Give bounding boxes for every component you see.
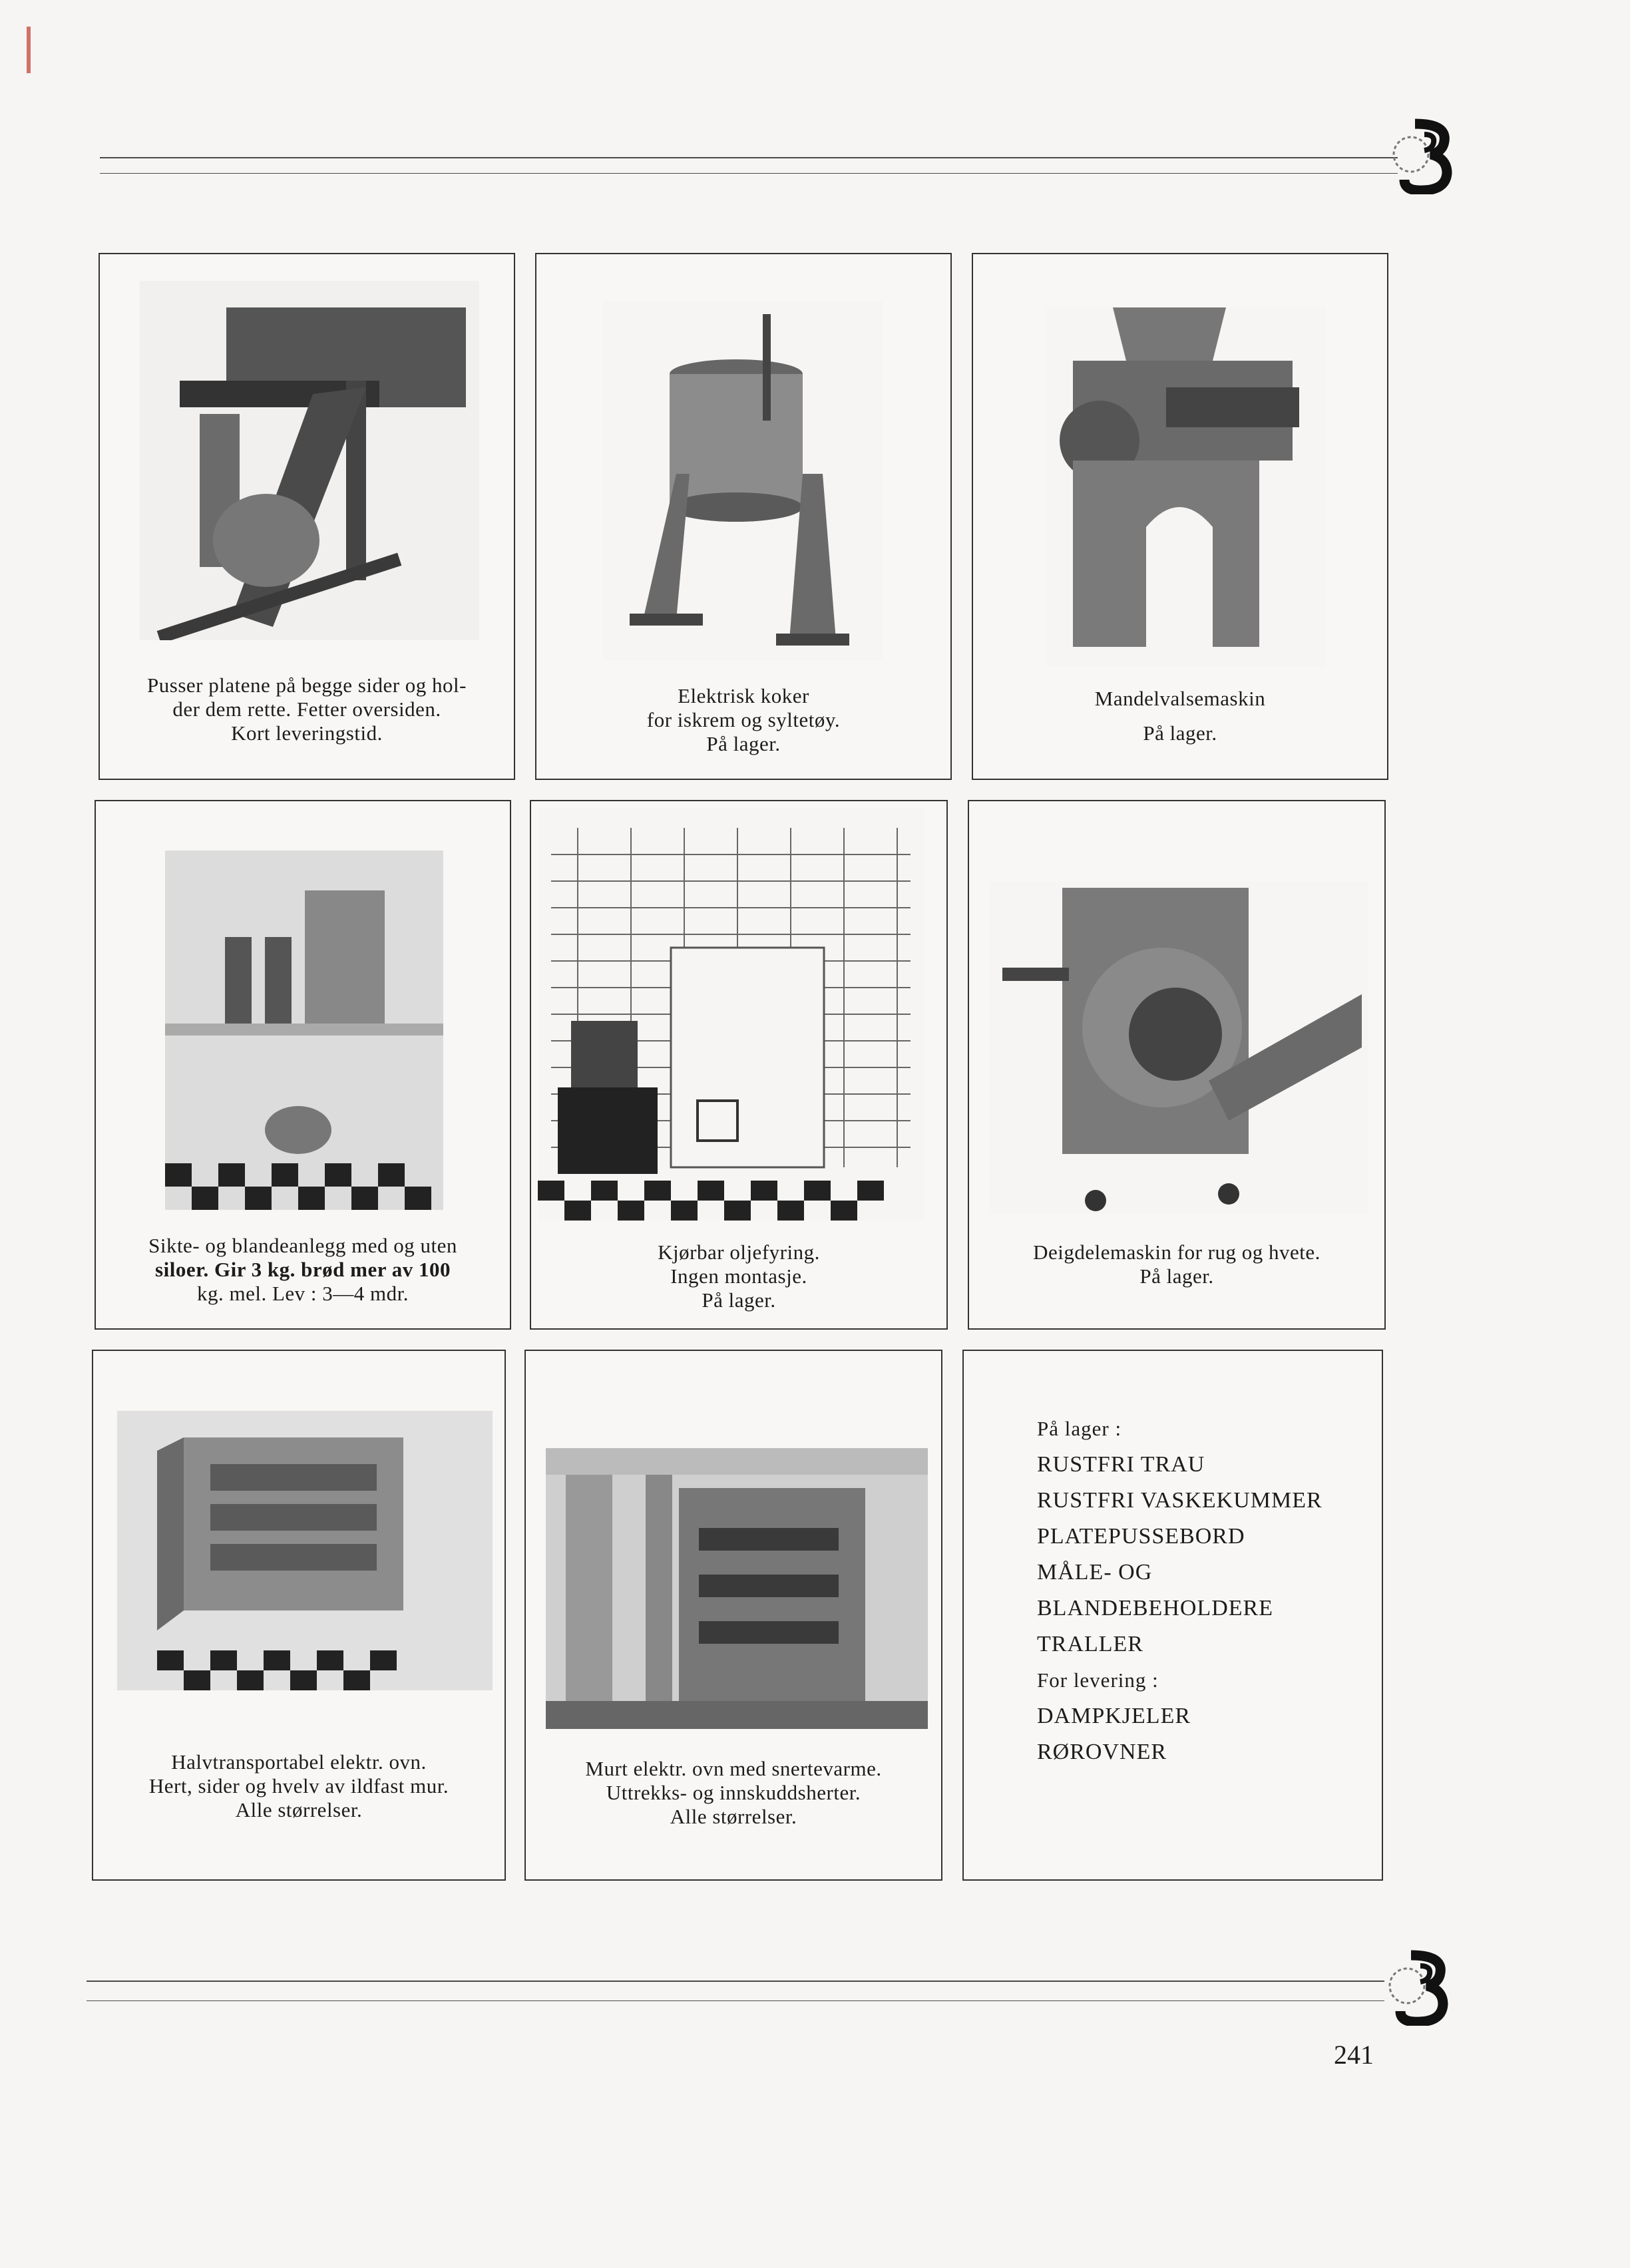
caption-line: siloer. Gir 3 kg. brød mer av 100 xyxy=(155,1258,451,1281)
panel-sifting-plant xyxy=(95,800,511,1330)
caption-line: kg. mel. Lev : 3—4 mdr. xyxy=(196,1282,409,1305)
semi-portable-oven-photo xyxy=(117,1411,493,1690)
caption-oil-burner xyxy=(531,1240,946,1312)
caption-sifting-plant xyxy=(96,1234,510,1306)
panel-almond-roller xyxy=(972,253,1388,780)
panel-semi-portable-oven xyxy=(92,1350,506,1881)
caption-line: Ingen montasje. xyxy=(670,1264,807,1288)
panel-electric-kettle xyxy=(535,253,952,780)
stock-list xyxy=(1037,1411,1323,1770)
caption-line: Kort leveringstid. xyxy=(231,721,383,745)
brick-electric-oven-photo xyxy=(546,1448,928,1729)
gear-b-logo-icon xyxy=(1391,114,1455,194)
caption-line: På lager. xyxy=(702,1288,776,1312)
top-rule xyxy=(100,157,1398,158)
stock-item: BLANDEBEHOLDERE xyxy=(1037,1596,1273,1620)
caption-almond-roller xyxy=(973,687,1387,745)
caption-line: Halvtransportabel elektr. ovn. xyxy=(171,1750,427,1774)
almond-roller-machine-photo xyxy=(1046,307,1326,667)
dough-divider-machine-photo xyxy=(989,881,1368,1214)
page-number: 241 xyxy=(1334,2040,1374,2070)
caption-line: Elektrisk koker xyxy=(678,684,809,707)
gear-b-logo-icon-bottom xyxy=(1387,1946,1451,2026)
panel-dough-sheeter xyxy=(99,253,515,780)
mobile-oil-burner-photo xyxy=(538,808,924,1221)
caption-dough-divider xyxy=(969,1240,1384,1288)
caption-semi-portable-oven xyxy=(93,1750,505,1822)
order-item: RØROVNER xyxy=(1037,1740,1167,1764)
stock-heading: På lager : xyxy=(1037,1417,1122,1440)
caption-line: På lager. xyxy=(1139,1264,1214,1288)
bottom-rule-2 xyxy=(87,2000,1384,2001)
caption-line: Sikte- og blandeanlegg med og uten xyxy=(148,1234,457,1257)
stock-item: TRALLER xyxy=(1037,1632,1143,1656)
caption-electric-kettle xyxy=(536,684,950,756)
panel-brick-oven xyxy=(524,1350,942,1881)
caption-line: Pusser platene på begge sider og hol- xyxy=(147,673,467,697)
caption-line: På lager. xyxy=(1143,721,1217,745)
panel-dough-divider xyxy=(968,800,1386,1330)
caption-line: På lager. xyxy=(706,732,781,755)
caption-line: Alle størrelser. xyxy=(670,1805,797,1828)
caption-line: Deigdelemaskin for rug og hvete. xyxy=(1033,1240,1321,1264)
stock-item: PLATEPUSSEBORD xyxy=(1037,1524,1245,1549)
caption-line: Kjørbar oljefyring. xyxy=(658,1240,820,1264)
caption-brick-oven xyxy=(526,1757,941,1829)
dough-sheeter-machine-photo xyxy=(140,281,479,640)
caption-line: Mandelvalsemaskin xyxy=(1094,687,1266,710)
caption-line: Hert, sider og hvelv av ildfast mur. xyxy=(148,1774,449,1797)
caption-line: Murt elektr. ovn med snertevarme. xyxy=(585,1757,882,1780)
stock-item: RUSTFRI VASKEKUMMER xyxy=(1037,1488,1323,1513)
caption-dough-sheeter xyxy=(100,673,514,745)
stock-item: RUSTFRI TRAU xyxy=(1037,1452,1205,1477)
edge-mark xyxy=(27,27,31,73)
panel-oil-burner xyxy=(530,800,948,1330)
stock-item: MÅLE- OG xyxy=(1037,1560,1153,1585)
caption-line: Uttrekks- og innskuddsherter. xyxy=(606,1781,861,1804)
panel-stock-list xyxy=(962,1350,1383,1881)
electric-kettle-photo xyxy=(603,301,883,660)
caption-line: Alle størrelser. xyxy=(235,1798,363,1821)
order-item: DAMPKJELER xyxy=(1037,1704,1191,1728)
caption-line: der dem rette. Fetter oversiden. xyxy=(172,697,441,721)
sifting-mixing-plant-photo xyxy=(165,850,443,1210)
order-heading: For levering : xyxy=(1037,1668,1159,1692)
caption-line: for iskrem og syltetøy. xyxy=(646,708,841,731)
top-rule-2 xyxy=(100,173,1398,174)
bottom-rule xyxy=(87,1981,1384,1982)
